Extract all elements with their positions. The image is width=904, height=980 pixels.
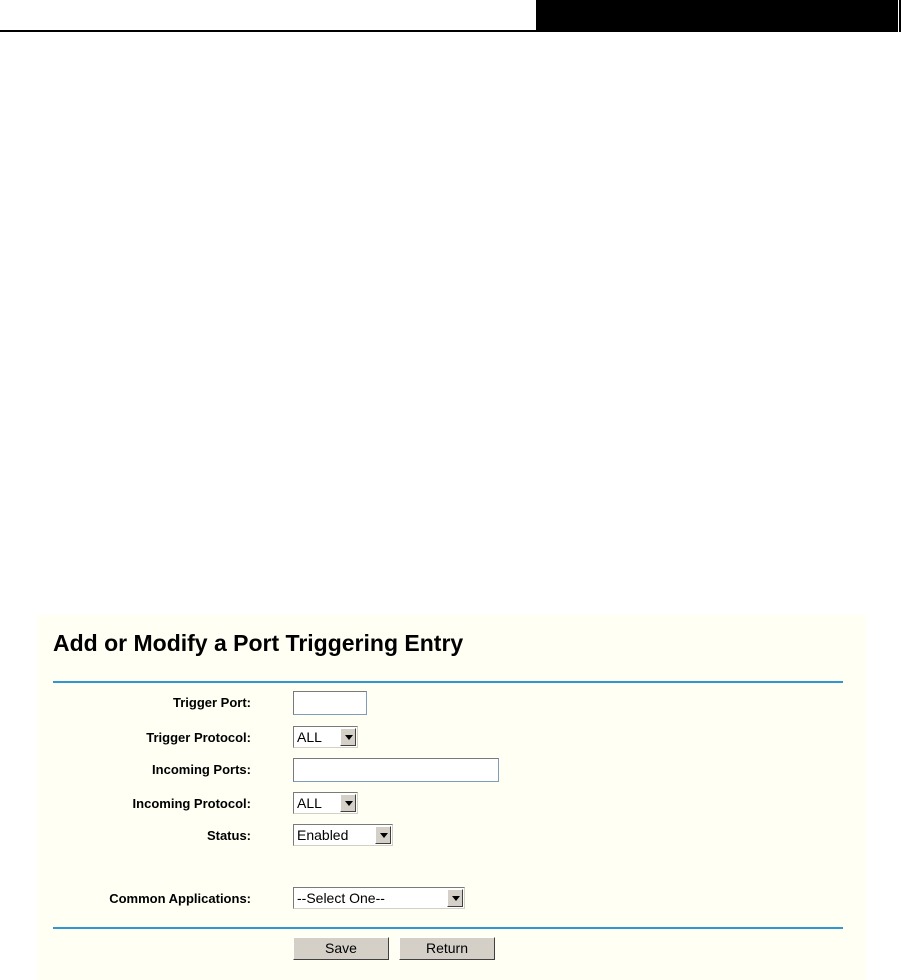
status-row [37,824,866,848]
common-applications-value: --Select One-- [297,890,385,906]
incoming-protocol-select[interactable] [293,792,358,814]
chevron-down-icon[interactable] [447,889,463,907]
incoming-ports-input[interactable] [293,758,499,782]
trigger-port-input[interactable] [293,691,367,715]
incoming-protocol-row [37,792,866,816]
page-title: Add or Modify a Port Triggering Entry [53,630,464,656]
trigger-protocol-select[interactable] [293,726,358,748]
trigger-protocol-label: Trigger Protocol: [146,730,251,745]
trigger-port-label: Trigger Port: [172,695,251,710]
common-applications-select[interactable] [293,887,465,909]
incoming-ports-label: Incoming Ports: [152,762,251,777]
status-label: Status: [206,828,251,843]
common-applications-label: Common Applications: [109,891,251,906]
divider-top [53,681,843,683]
status-select[interactable] [293,824,393,846]
incoming-protocol-value: ALL [297,795,322,811]
return-button[interactable]: Return [399,937,495,960]
status-value: Enabled [297,827,349,843]
divider-bottom [53,927,843,929]
trigger-port-row [37,691,866,715]
chevron-down-icon[interactable] [340,728,356,746]
trigger-protocol-row [37,726,866,750]
common-applications-row [37,887,866,911]
save-button[interactable]: Save [293,937,389,960]
trigger-protocol-value: ALL [297,729,322,745]
header-rule [0,30,898,32]
incoming-protocol-label: Incoming Protocol: [132,796,251,811]
incoming-ports-row [37,758,866,782]
chevron-down-icon[interactable] [340,794,356,812]
header-edge [899,0,901,32]
port-triggering-panel [37,615,866,980]
button-row [37,937,866,961]
chevron-down-icon[interactable] [375,826,391,844]
header-black-bar [536,0,898,32]
